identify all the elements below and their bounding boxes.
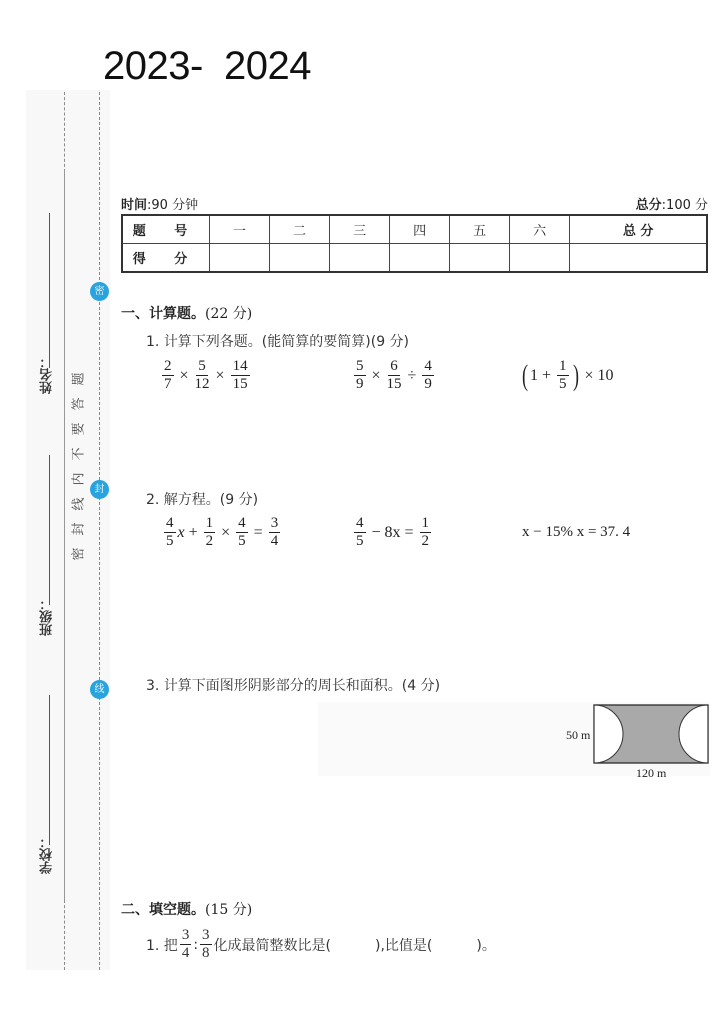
fraction: $\frac{5}{9}$ bbox=[356, 358, 364, 392]
operator: × bbox=[221, 523, 231, 541]
time-info bbox=[121, 194, 198, 213]
score-table-score-row bbox=[122, 244, 707, 273]
seal-char: 答 bbox=[71, 397, 87, 411]
time-label: 时间 bbox=[121, 198, 148, 213]
problem-1b bbox=[352, 359, 436, 392]
section-title-text: 二、填空题。 bbox=[121, 902, 205, 918]
equation-2c: x − 15% x = 37. 4 bbox=[522, 524, 631, 540]
fraction: $\frac{4}{5}$ bbox=[238, 515, 246, 549]
school-underline[interactable] bbox=[49, 695, 50, 845]
fraction: $\frac{4}{9}$ bbox=[424, 358, 432, 392]
seal-char: 题 bbox=[71, 372, 87, 386]
fraction: $\frac{4}{5}$ bbox=[166, 515, 174, 549]
operator: × bbox=[179, 366, 189, 384]
class-underline[interactable] bbox=[49, 455, 50, 605]
fraction: $\frac{14}{15}$ bbox=[232, 358, 248, 392]
multiplier: × 10 bbox=[584, 366, 614, 384]
header-cell: 一 bbox=[210, 215, 270, 244]
header-cell: 总 分 bbox=[570, 215, 707, 244]
question-1-2-label: 2. 解方程。(9 分) bbox=[146, 492, 259, 508]
header-cell: 六 bbox=[510, 215, 570, 244]
name-label: 姓名： bbox=[40, 355, 55, 394]
score-table bbox=[121, 214, 708, 273]
operator: ÷ bbox=[407, 366, 417, 384]
equation-2b bbox=[352, 516, 433, 549]
seal-dot-xian-icon: 线 bbox=[90, 680, 109, 699]
problem-1c bbox=[520, 359, 614, 392]
section-2-title bbox=[121, 899, 252, 919]
total-label: 总分 bbox=[635, 198, 662, 213]
question-text: 化成最简整数比是( bbox=[213, 937, 331, 954]
fraction: $\frac{3}{4}$ bbox=[270, 515, 279, 549]
header-cell: 四 bbox=[390, 215, 450, 244]
figure-height-label: 50 m bbox=[566, 728, 591, 742]
ratio-colon: : bbox=[193, 936, 199, 953]
operator: × bbox=[215, 366, 225, 384]
problem-1a bbox=[160, 359, 252, 392]
fraction: $\frac{3}{4}$ bbox=[181, 927, 190, 961]
score-cell[interactable] bbox=[450, 244, 510, 273]
fraction: $\frac{1}{5}$ bbox=[559, 358, 567, 392]
header-cell: 题 号 bbox=[122, 215, 210, 244]
seal-char: 封 bbox=[71, 522, 87, 536]
left-paren: ( bbox=[522, 358, 528, 392]
shaded-figure-diagram bbox=[593, 704, 709, 764]
seal-dot-feng-icon: 封 bbox=[90, 480, 109, 499]
question-prefix: 1. 把 bbox=[146, 937, 178, 954]
seal-char: 内 bbox=[71, 472, 87, 486]
question-1-3-label: 3. 计算下面图形阴影部分的周长和面积。(4 分) bbox=[146, 678, 441, 694]
cut-line-left-top bbox=[64, 92, 65, 172]
fraction: $\frac{2}{7}$ bbox=[164, 358, 172, 392]
fraction: $\frac{3}{8}$ bbox=[202, 927, 210, 961]
section-points: (22 分) bbox=[205, 306, 253, 322]
seal-char: 密 bbox=[71, 547, 87, 561]
question-1-1-label: 1. 计算下列各题。(能简算的要简算)(9 分) bbox=[146, 334, 410, 350]
seal-dot-mi-icon: 密 bbox=[90, 282, 109, 301]
score-cell[interactable] bbox=[210, 244, 270, 273]
operator: + bbox=[542, 366, 552, 384]
cut-line-left-bottom bbox=[64, 900, 65, 970]
operator: − 8x = bbox=[371, 523, 414, 541]
cut-line-left-wavy bbox=[64, 170, 65, 900]
school-label: 学校： bbox=[40, 835, 55, 874]
fraction: $\frac{5}{12}$ bbox=[194, 358, 210, 392]
seal-char: 不 bbox=[71, 447, 87, 461]
score-cell[interactable] bbox=[510, 244, 570, 273]
score-cell[interactable] bbox=[390, 244, 450, 273]
seal-char: 线 bbox=[71, 497, 87, 511]
fraction: $\frac{6}{15}$ bbox=[386, 358, 402, 392]
total-value: :100 分 bbox=[661, 198, 708, 213]
question-2-1 bbox=[146, 928, 496, 961]
seal-notice bbox=[70, 372, 90, 561]
total-info bbox=[636, 194, 708, 213]
right-paren: ) bbox=[572, 358, 579, 392]
question-text: ),比值是( bbox=[375, 937, 433, 954]
section-1-title bbox=[121, 303, 252, 323]
header-cell: 三 bbox=[330, 215, 390, 244]
section-points: (15 分) bbox=[205, 902, 253, 918]
score-cell[interactable] bbox=[330, 244, 390, 273]
name-underline[interactable] bbox=[49, 213, 50, 368]
class-label: 班级： bbox=[40, 597, 55, 636]
figure-width-label: 120 m bbox=[636, 766, 667, 780]
operator: + bbox=[188, 523, 198, 541]
year-title: 2023- 2024 bbox=[103, 44, 312, 88]
header-cell: 二 bbox=[270, 215, 330, 244]
cut-line-right bbox=[99, 92, 100, 970]
time-value: :90 分钟 bbox=[147, 198, 199, 213]
variable: x bbox=[177, 523, 185, 541]
score-cell[interactable] bbox=[570, 244, 707, 273]
header-cell: 五 bbox=[450, 215, 510, 244]
question-text: )。 bbox=[476, 937, 496, 954]
score-table-header-row bbox=[122, 215, 707, 244]
number: 1 bbox=[530, 366, 538, 384]
fraction: $\frac{1}{2}$ bbox=[421, 515, 430, 549]
equation-2a bbox=[162, 516, 282, 549]
fraction: $\frac{4}{5}$ bbox=[356, 515, 364, 549]
seal-char: 要 bbox=[71, 422, 87, 436]
operator: = bbox=[253, 523, 263, 541]
operator: × bbox=[371, 366, 381, 384]
score-row-label: 得 分 bbox=[122, 244, 210, 273]
section-title-text: 一、计算题。 bbox=[121, 306, 205, 322]
fraction: $\frac{1}{2}$ bbox=[205, 515, 214, 549]
score-cell[interactable] bbox=[270, 244, 330, 273]
